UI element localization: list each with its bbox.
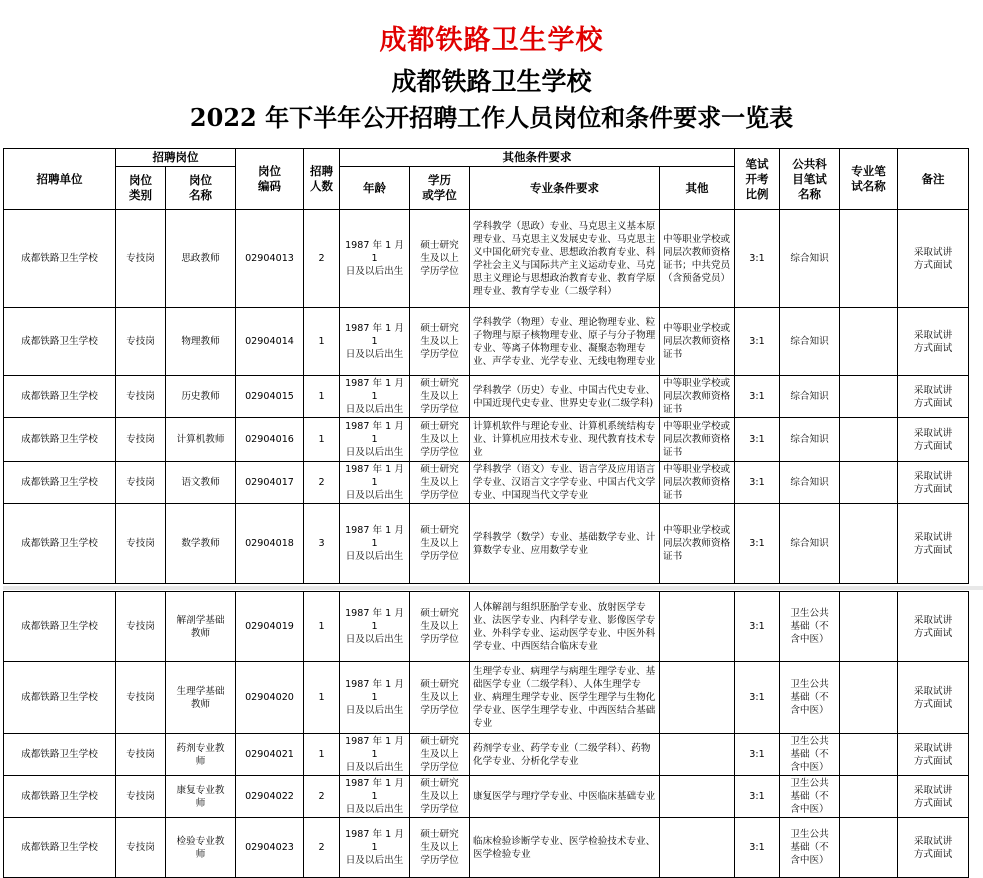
table-row [4,308,969,376]
cell-unit: 成都铁路卫生学校 [4,504,116,584]
cell-type: 专技岗 [116,308,166,376]
cell-remark: 采取试讲 方式面试 [898,776,969,818]
cell-remark: 采取试讲 方式面试 [898,376,969,418]
header-major: 专业条件要求 [470,167,660,210]
cell-code: 02904023 [236,818,304,878]
header-remark: 备注 [898,149,969,210]
cell-remark: 采取试讲 方式面试 [898,462,969,504]
cell-other: 中等职业学校或同层次教师资格证书 [660,376,735,418]
cell-ratio: 3:1 [735,776,780,818]
cell-ratio: 3:1 [735,210,780,308]
page-break [3,586,983,590]
table-row [4,592,969,662]
cell-edu: 硕士研究 生及以上 学历学位 [410,776,470,818]
cell-type: 专技岗 [116,818,166,878]
cell-major: 学科教学（思政）专业、马克思主义基本原理专业、马克思主义发展史专业、马克思主义中国化研究专业、思想政治教育专业、科学社会主义与国际共产主义运动专业、马克思主义理论与思想政治教育专业、教育学原理专业、教育学专业（二级学科） [470,210,660,308]
cell-public: 综合知识 [780,504,840,584]
table-row [4,734,969,776]
cell-prof [840,376,898,418]
cell-age: 1987 年 1 月 1 日及以后出生 [340,818,410,878]
cell-type: 专技岗 [116,734,166,776]
table-row [4,818,969,878]
cell-prof [840,734,898,776]
cell-major: 计算机软件与理论专业、计算机系统结构专业、计算机应用技术专业、现代教育技术专业 [470,418,660,462]
cell-ratio: 3:1 [735,418,780,462]
cell-other: 中等职业学校或同层次教师资格证书 [660,418,735,462]
cell-age: 1987 年 1 月 1 日及以后出生 [340,504,410,584]
cell-prof [840,776,898,818]
cell-count: 1 [304,308,340,376]
cell-age: 1987 年 1 月 1 日及以后出生 [340,418,410,462]
cell-age: 1987 年 1 月 1 日及以后出生 [340,376,410,418]
cell-code: 02904019 [236,592,304,662]
cell-name: 语文教师 [166,462,236,504]
cell-name: 康复专业教 师 [166,776,236,818]
cell-count: 1 [304,662,340,734]
cell-name: 历史教师 [166,376,236,418]
cell-type: 专技岗 [116,418,166,462]
cell-count: 3 [304,504,340,584]
cell-code: 02904017 [236,462,304,504]
cell-prof [840,210,898,308]
cell-other: 中等职业学校或同层次教师资格证书 [660,462,735,504]
header-other-group: 其他条件要求 [340,149,735,167]
cell-age: 1987 年 1 月 1 日及以后出生 [340,210,410,308]
cell-prof [840,504,898,584]
cell-public: 综合知识 [780,308,840,376]
cell-ratio: 3:1 [735,462,780,504]
header-ratio: 笔试 开考 比例 [735,149,780,210]
cell-unit: 成都铁路卫生学校 [4,592,116,662]
header-age: 年龄 [340,167,410,210]
cell-remark: 采取试讲 方式面试 [898,308,969,376]
cell-other [660,662,735,734]
table-row [4,776,969,818]
cell-remark: 采取试讲 方式面试 [898,662,969,734]
cell-unit: 成都铁路卫生学校 [4,418,116,462]
cell-major: 康复医学与理疗学专业、中医临床基础专业 [470,776,660,818]
cell-prof [840,462,898,504]
cell-other: 中等职业学校或同层次教师资格证书 [660,504,735,584]
cell-major: 学科教学（物理）专业、理论物理专业、粒子物理与原子核物理专业、原子与分子物理专业、等离子体物理专业、凝聚态物理专业、声学专业、光学专业、无线电物理专业 [470,308,660,376]
cell-name: 检验专业教 师 [166,818,236,878]
cell-name: 药剂专业教 师 [166,734,236,776]
header-unit: 招聘单位 [4,149,116,210]
cell-unit: 成都铁路卫生学校 [4,734,116,776]
header-edu: 学历 或学位 [410,167,470,210]
cell-name: 生理学基础 教师 [166,662,236,734]
cell-count: 1 [304,376,340,418]
cell-other [660,776,735,818]
cell-unit: 成都铁路卫生学校 [4,776,116,818]
header-post-code: 岗位 编码 [236,149,304,210]
cell-edu: 硕士研究 生及以上 学历学位 [410,308,470,376]
header-prof-exam: 专业笔 试名称 [840,149,898,210]
cell-public: 综合知识 [780,462,840,504]
cell-edu: 硕士研究 生及以上 学历学位 [410,462,470,504]
header-post-name: 岗位 名称 [166,167,236,210]
cell-ratio: 3:1 [735,734,780,776]
cell-code: 02904016 [236,418,304,462]
table-row [4,662,969,734]
cell-remark: 采取试讲 方式面试 [898,210,969,308]
cell-edu: 硕士研究 生及以上 学历学位 [410,210,470,308]
cell-count: 2 [304,776,340,818]
header-post-group: 招聘岗位 [116,149,236,167]
cell-name: 物理教师 [166,308,236,376]
cell-type: 专技岗 [116,592,166,662]
cell-unit: 成都铁路卫生学校 [4,376,116,418]
cell-prof [840,418,898,462]
cell-code: 02904014 [236,308,304,376]
recruitment-table-page-2 [3,591,969,878]
cell-other: 中等职业学校或同层次教师资格证书；中共党员（含预备党员） [660,210,735,308]
cell-ratio: 3:1 [735,592,780,662]
cell-edu: 硕士研究 生及以上 学历学位 [410,662,470,734]
table-row [4,462,969,504]
school-name-title: 成都铁路卫生学校 [391,67,592,96]
cell-public: 卫生公共 基础（不 含中医） [780,592,840,662]
cell-count: 1 [304,418,340,462]
header-count: 招聘 人数 [304,149,340,210]
cell-count: 2 [304,818,340,878]
header-public-exam: 公共科 目笔试 名称 [780,149,840,210]
cell-ratio: 3:1 [735,308,780,376]
cell-unit: 成都铁路卫生学校 [4,662,116,734]
cell-major: 生理学专业、病理学与病理生理学专业、基础医学专业（二级学科）、人体生理学专业、病理生理学专业、医学生理学与生物化学专业、医学生理学专业、中西医结合基础专业 [470,662,660,734]
cell-code: 02904022 [236,776,304,818]
cell-code: 02904020 [236,662,304,734]
cell-major: 临床检验诊断学专业、医学检验技术专业、医学检验专业 [470,818,660,878]
header-other: 其他 [660,167,735,210]
header-post-type: 岗位 类别 [116,167,166,210]
cell-ratio: 3:1 [735,818,780,878]
cell-other [660,592,735,662]
cell-count: 2 [304,210,340,308]
cell-age: 1987 年 1 月 1 日及以后出生 [340,462,410,504]
cell-type: 专技岗 [116,662,166,734]
cell-type: 专技岗 [116,504,166,584]
cell-type: 专技岗 [116,210,166,308]
cell-edu: 硕士研究 生及以上 学历学位 [410,376,470,418]
cell-code: 02904013 [236,210,304,308]
cell-prof [840,592,898,662]
cell-unit: 成都铁路卫生学校 [4,462,116,504]
cell-age: 1987 年 1 月 1 日及以后出生 [340,592,410,662]
cell-public: 卫生公共 基础（不 含中医） [780,662,840,734]
cell-major: 药剂学专业、药学专业（二级学科）、药物化学专业、分析化学专业 [470,734,660,776]
cell-remark: 采取试讲 方式面试 [898,418,969,462]
cell-name: 数学教师 [166,504,236,584]
cell-code: 02904021 [236,734,304,776]
cell-public: 综合知识 [780,418,840,462]
cell-name: 思政教师 [166,210,236,308]
cell-age: 1987 年 1 月 1 日及以后出生 [340,734,410,776]
cell-major: 学科教学（数学）专业、基础数学专业、计算数学专业、应用数学专业 [470,504,660,584]
cell-type: 专技岗 [116,462,166,504]
cell-count: 1 [304,734,340,776]
cell-age: 1987 年 1 月 1 日及以后出生 [340,662,410,734]
table-row [4,504,969,584]
cell-other: 中等职业学校或同层次教师资格证书 [660,308,735,376]
cell-prof [840,818,898,878]
cell-edu: 硕士研究 生及以上 学历学位 [410,734,470,776]
cell-other [660,818,735,878]
cell-remark: 采取试讲 方式面试 [898,818,969,878]
cell-public: 卫生公共 基础（不 含中医） [780,734,840,776]
cell-remark: 采取试讲 方式面试 [898,504,969,584]
table-row [4,210,969,308]
cell-count: 2 [304,462,340,504]
cell-major: 学科教学（历史）专业、中国古代史专业、中国近现代史专业、世界史专业(二级学科) [470,376,660,418]
cell-code: 02904015 [236,376,304,418]
cell-public: 卫生公共 基础（不 含中医） [780,776,840,818]
cell-age: 1987 年 1 月 1 日及以后出生 [340,776,410,818]
table-row [4,376,969,418]
cell-prof [840,662,898,734]
table-row [4,418,969,462]
cell-ratio: 3:1 [735,376,780,418]
cell-ratio: 3:1 [735,662,780,734]
cell-edu: 硕士研究 生及以上 学历学位 [410,418,470,462]
cell-age: 1987 年 1 月 1 日及以后出生 [340,308,410,376]
document-title: 2022 年下半年公开招聘工作人员岗位和条件要求一览表 [189,103,794,132]
cell-remark: 采取试讲 方式面试 [898,734,969,776]
cell-name: 解剖学基础 教师 [166,592,236,662]
top-title: 成都铁路卫生学校 [379,25,604,56]
cell-unit: 成都铁路卫生学校 [4,210,116,308]
recruitment-table-page-1 [3,148,969,584]
cell-public: 综合知识 [780,376,840,418]
cell-remark: 采取试讲 方式面试 [898,592,969,662]
cell-count: 1 [304,592,340,662]
cell-prof [840,308,898,376]
cell-major: 学科教学（语文）专业、语言学及应用语言学专业、汉语言文字学专业、中国古代文学专业、中国现当代文学专业 [470,462,660,504]
cell-major: 人体解剖与组织胚胎学专业、放射医学专业、法医学专业、内科学专业、影像医学专业、外科学专业、运动医学专业、中医外科学专业、中西医结合临床专业 [470,592,660,662]
cell-ratio: 3:1 [735,504,780,584]
cell-edu: 硕士研究 生及以上 学历学位 [410,504,470,584]
cell-public: 综合知识 [780,210,840,308]
cell-other [660,734,735,776]
cell-public: 卫生公共 基础（不 含中医） [780,818,840,878]
cell-unit: 成都铁路卫生学校 [4,308,116,376]
cell-code: 02904018 [236,504,304,584]
cell-edu: 硕士研究 生及以上 学历学位 [410,818,470,878]
cell-name: 计算机教师 [166,418,236,462]
cell-unit: 成都铁路卫生学校 [4,818,116,878]
cell-type: 专技岗 [116,376,166,418]
cell-type: 专技岗 [116,776,166,818]
cell-edu: 硕士研究 生及以上 学历学位 [410,592,470,662]
